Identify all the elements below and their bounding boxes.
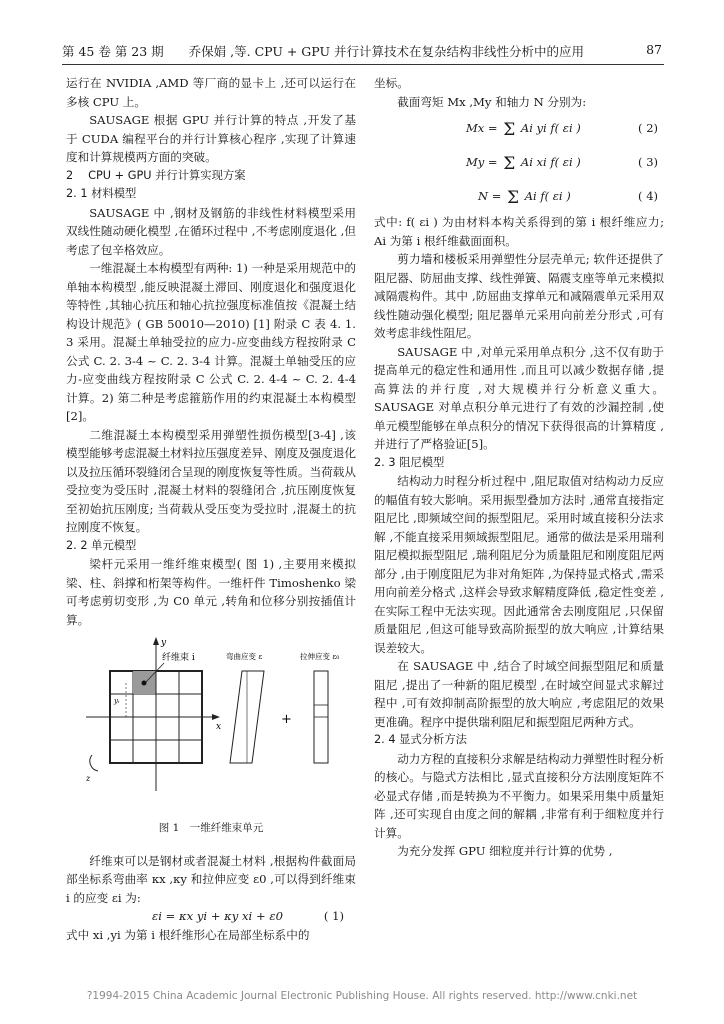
left-column (66, 74, 356, 944)
paragraph: 截面弯矩 Mx ,My 和轴力 N 分别为: (397, 94, 587, 109)
paragraph: 梁杆元采用一维纤维束模型( 图 1) ,主要用来模拟梁、柱、斜撑和桁架等构件。一维杆件 Timoshenko 梁可考虑剪切变形 ,为 C0 单元 ,转角和位移分别按插值计算。 (66, 557, 356, 627)
equation-3-lhs: My = (466, 155, 498, 169)
fiber-label: 纤维束 i (162, 653, 195, 663)
equation-2-number: ( 2) (638, 121, 658, 135)
paragraph: 为充分发挥 GPU 细粒度并行计算的优势 , (397, 844, 613, 858)
x-axis-label: x (216, 722, 222, 732)
sum-symbol: Σ (507, 188, 520, 208)
section-heading-2-2: 2. 2 单元模型 (66, 538, 137, 552)
z-axis-label: z (86, 774, 91, 783)
header-rule (62, 64, 664, 65)
y-axis-label: y (161, 638, 167, 648)
equation-4-number: ( 4) (638, 189, 658, 203)
equation-3-rhs: Ai xi f( εi ) (520, 155, 581, 169)
paragraph: 在 SAUSAGE 中 ,结合了时域空间振型阻尼和质量阻尼 ,提出了一种新的阻尼模型 ,在时域空间显式求解过程中 ,可有效抑制高阶振型的放大响应 ,考虑阻尼的效果更准确。程序中提供瑞利阻尼和振型阻尼两种方式。 (374, 659, 664, 729)
paragraph: SAUSAGE 根据 GPU 并行计算的特点 ,开发了基于 CUDA 编程平台的并行计算核心程序 ,实现了计算速度和计算规模两方面的突破。 (66, 113, 356, 164)
paragraph: 结构动力时程分析过程中 ,阻尼取值对结构动力反应的幅值有较大影响。采用振型叠加方法时 ,通常直接指定阻尼比 ,即频域空间的振型阻尼。采用时域直接积分法求解 ,不能直接采用频域振型阻尼。通常的做法是采用瑞利阻尼模拟振型阻尼 ,瑞利阻尼分为质量阻尼和刚度阻尼两部分 ,由于刚度阻尼为非对角矩阵 ,为保持显式格式 ,需采用向前差分格式 ,这样会导致求解精度降低 ,稳定性变差 ,在实际工程中无法实现。因此通常舍去刚度阻尼 ,只保留质量阻尼 ,但这可能导致高阶振型的放大响应 ,计算结果误差较大。 (374, 474, 664, 655)
sum-symbol: Σ (503, 154, 516, 174)
figure-caption: 图 1 一维纤维束单元 (158, 822, 264, 834)
yi-label: yᵢ (114, 697, 120, 705)
section-heading-2: 2 CPU + GPU 并行计算实现方案 (66, 168, 246, 182)
section-heading-2-1: 2. 1 材料模型 (66, 187, 137, 200)
paragraph: 坐标。 (374, 76, 409, 90)
equation-4 (374, 179, 664, 213)
equation-2-lhs: Mx = (466, 121, 498, 135)
paragraph: 式中: f( εi ) 为由材料本构关系得到的第 i 根纤维应力; Ai 为第 i 根纤维截面面积。 (374, 215, 664, 248)
paragraph: 纤维束可以是钢材或者混凝土材料 ,根据构件截面局部坐标系弯曲率 κx ,κy 和拉伸应变 ε0 ,可以得到纤维束 i 的应变 εi 为: (66, 853, 356, 905)
figure-1 (66, 633, 356, 813)
bending-strain-label: 弯曲应变 ε (226, 652, 263, 661)
paragraph: 运行在 NVIDIA ,AMD 等厂商的显卡上 ,还可以运行在多核 CPU 上。 (66, 76, 356, 109)
x-axis-arrow (212, 714, 220, 720)
section-heading-2-3: 2. 3 阻尼模型 (374, 455, 445, 469)
paragraph: 二维混凝土本构模型采用弹塑性损伤模型[3-4] ,该模型能够考虑混凝土材料拉压强度差异、刚度及强度退化以及拉压循环裂缝闭合呈现的刚度恢复等性质。当荷载从受拉变为受压时 ,混凝土材料的裂缝闭合 ,抗压刚度恢复至初始抗压刚度; 当荷载从受压变为受拉时 ,混凝土的抗拉刚度不恢复。 (66, 427, 356, 534)
equation-3 (374, 145, 664, 179)
sum-symbol: Σ (503, 120, 516, 140)
equation-4-lhs: N = (478, 189, 502, 203)
equation-2 (374, 111, 664, 145)
right-column (374, 74, 664, 861)
equation-3-number: ( 3) (638, 155, 658, 169)
equation-1-body: εi = κx yi + κy xi + ε0 (152, 909, 283, 923)
paragraph: 一维混凝土本构模型有两种: 1) 一种是采用规范中的单轴本构模型 ,能反映混凝土滞回、刚度退化和强度退化等特性 ,其轴心抗压和轴心抗拉强度标准值按《混凝土结构设计规范》( GB 50010—2010) [1] 附录 C 表 4. 1. 3 采用。混凝土单轴受拉的应力-应变曲线方程按附录 C 公式 C. 2. 3-4 ~ C. 2. 3-4 计算。混凝土单轴受压的应力-应变曲线方程按附录 C 公式 C. 2. 4-4 ~ C. 2. 4-4 计算。2) 第二种是考虑箍筋作用的约束混凝土本构模型[2]。 (66, 261, 356, 423)
fiber-element-diagram (66, 633, 356, 813)
paragraph: SAUSAGE 中 ,对单元采用单点积分 ,这不仅有助于提高单元的稳定性和通用性 ,而且可以减少数据存储 ,提高算法的并行度 ,对大规模并行分析意义重大。SAUSAGE 对单点积分单元进行了有效的沙漏控制 ,使单元模型能够在单点积分的情况下获得很高的计算精度 ,并进行了严格验证[5]。 (374, 344, 664, 451)
equation-4-rhs: Ai f( εi ) (524, 189, 571, 203)
page-number: 87 (646, 42, 662, 57)
y-axis-arrow (153, 637, 159, 645)
paragraph: 剪力墙和楼板采用弹塑性分层壳单元; 软件还提供了阻尼器、防屈曲支撑、线性弹簧、隔震支座等单元来模拟减隔震构件。其中 ,防屈曲支撑单元和减隔震单元采用双线性随动强化模型; 阻尼器单元采用向前差分形式 ,可有效考虑非线性阻尼。 (374, 252, 664, 340)
paragraph: SAUSAGE 中 ,钢材及钢筋的非线性材料模型采用双线性随动硬化模型 ,在循环过程中 ,不考虑刚度退化 ,但考虑了包辛格效应。 (66, 205, 356, 257)
copyright-footer: ?1994-2015 China Academic Journal Electronic Publishing House. All rights reserved. http://www.cnki.net (86, 990, 638, 1002)
section-heading-2-4: 2. 4 显式分析方法 (374, 733, 467, 746)
plus-sign: + (281, 712, 292, 727)
header-title: 第 45 卷 第 23 期 乔保娟 ,等. CPU + GPU 并行计算技术在复杂结构非线性分析中的应用 (62, 44, 584, 59)
paragraph: 动力方程的直接积分求解是结构动力弹塑性时程分析的核心。与隐式方法相比 ,显式直接积分方法刚度矩阵不必显式存储 ,而是转换为不平衡力。如果采用集中质量矩阵 ,还可实现自由度之间的解耦 ,非常有利于细粒度并行计算。 (374, 751, 664, 840)
rotation-arrow (90, 755, 98, 771)
paragraph: 式中 xi ,yi 为第 i 根纤维形心在局部坐标系中的 (66, 927, 310, 942)
equation-1 (66, 907, 356, 926)
running-header (62, 42, 662, 62)
equation-1-number: ( 1) (323, 909, 344, 923)
axial-strain-label: 拉伸应变 ε₀ (300, 652, 340, 661)
equation-2-rhs: Ai yi f( εi ) (520, 121, 581, 135)
